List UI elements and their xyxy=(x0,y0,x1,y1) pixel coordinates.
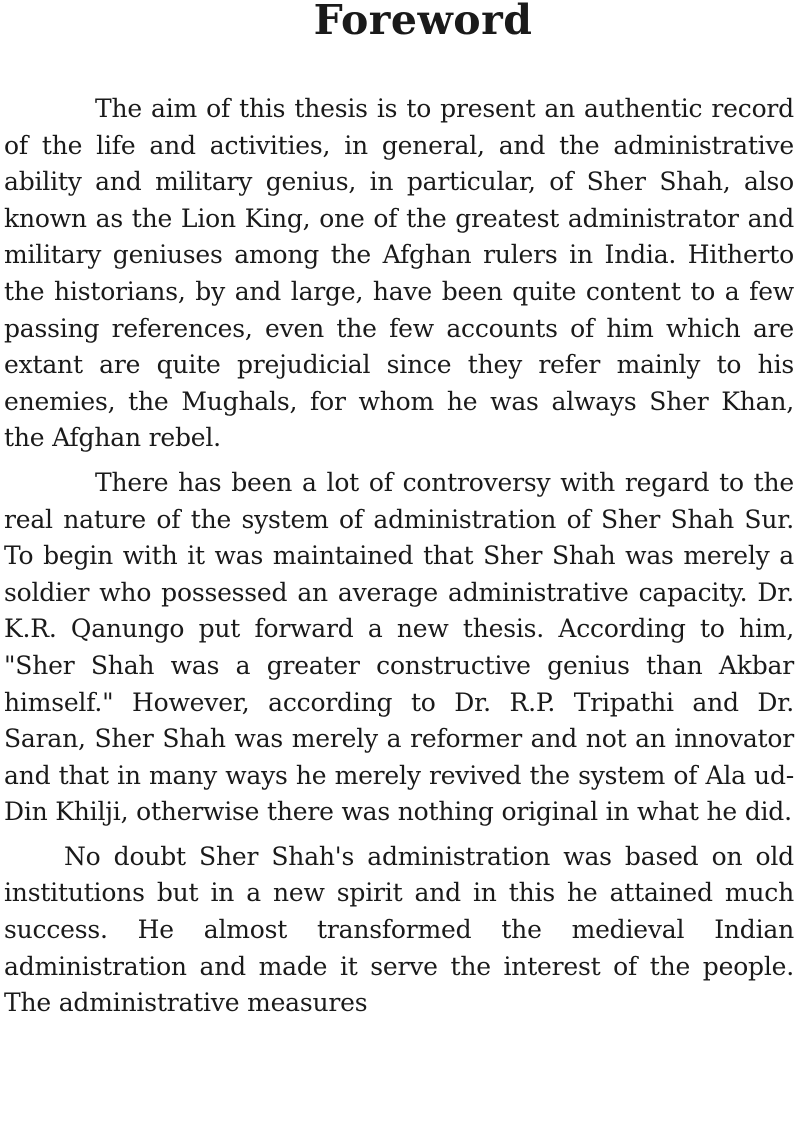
document-body xyxy=(4,91,794,1022)
paragraph-3: No doubt Sher Shah's administration was based on old institutions but in a new spirit and in this he attained much success. He almost transformed the medieval Indian administration and made it serve the interest of the people. The administrative measures xyxy=(4,841,794,1018)
paragraph-1: The aim of this thesis is to present an authentic record of the life and activities, in general, and the administrative ability and military genius, in particular, of Sher Shah, also known as the Lion King, one of the greatest administrator and military geniuses among the Afghan rulers in India. Hitherto the historians, by and large, have been quite content to a few passing references, even the few accounts of him which are extant are quite prejudicial since they refer mainly to his enemies, the Mughals, for whom he was always Sher Khan, the Afghan rebel. xyxy=(4,94,794,453)
paragraph-2: There has been a lot of controversy with regard to the real nature of the system of administration of Sher Shah Sur. To begin with it was maintained that Sher Shah was merely a soldier who possessed an average administrative capacity. Dr. K.R. Qanungo put forward a new thesis. According to him, "Sher Shah was a greater constructive genius than Akbar himself." However, according to Dr. R.P. Tripathi and Dr. Saran, Sher Shah was merely a reformer and not an innovator and that in many ways he merely revived the system of Ala ud-Din Khilji, otherwise there was nothing original in what he did. xyxy=(4,467,794,827)
page-title: Foreword xyxy=(313,0,533,44)
